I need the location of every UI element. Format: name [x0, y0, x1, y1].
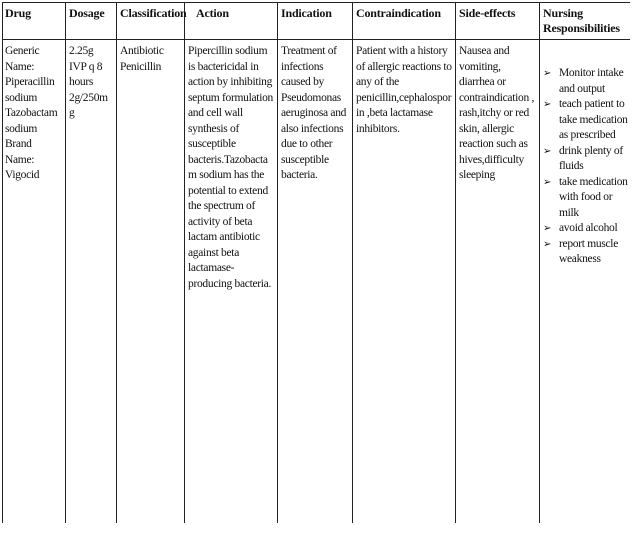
- header-classification: Classification: [120, 6, 187, 20]
- nursing-item: [543, 66, 629, 97]
- column-divider: [65, 2, 66, 523]
- header-indication: Indication: [281, 6, 332, 20]
- column-divider: [116, 2, 117, 523]
- nursing-item-text: Monitor intake and output: [559, 67, 624, 95]
- header-action: Action: [196, 6, 229, 20]
- nursing-item: [543, 175, 629, 222]
- column-divider: [539, 2, 540, 523]
- drug-study-table: [2, 2, 630, 523]
- nursing-item-text: avoid alcohol: [559, 222, 618, 234]
- cell-nursing-responsibilities: [543, 66, 629, 268]
- nursing-item-text: drink plenty of fluids: [559, 144, 623, 172]
- arrow-bullet-icon: ➢: [543, 238, 552, 250]
- cell-side-effects: Nausea and vomiting, diarrhea or contraindication , rash,itchy or red skin, allergic reaction such as hives,difficulty sleeping: [459, 45, 535, 181]
- column-divider: [2, 2, 3, 523]
- column-divider: [352, 2, 353, 523]
- cell-drug: Generic Name: Piperacillin sodium Tazobactam sodium Brand Name: Vigocid: [5, 45, 58, 181]
- arrow-bullet-icon: ➢: [543, 68, 552, 79]
- header-nursing-line1: Nursing: [543, 6, 583, 20]
- cell-action: Pipercillin sodium is bactericidal in action by inhibiting septum formulation and cell wall synthesis of susceptible bacteris.Tazobactam sodium has the potential to extend the spectrum of activity of beta lactam antibiotic against beta lactamase-producing bacteria.: [188, 45, 273, 290]
- header-side-effects: Side-effects: [459, 6, 516, 20]
- nursing-item: [543, 97, 629, 144]
- header-dosage: Dosage: [69, 6, 105, 20]
- nursing-item-text: take medication with food or milk: [559, 175, 628, 219]
- arrow-bullet-icon: ➢: [543, 145, 552, 157]
- header-bottom-border: [2, 39, 630, 40]
- nursing-responsibilities-list: [543, 66, 629, 268]
- column-divider: [455, 2, 456, 523]
- cell-contraindication: Patient with a history of allergic reactions to any of the penicillin,cephalosporin ,beta lactamase inhibitors.: [356, 45, 452, 135]
- arrow-bullet-icon: ➢: [543, 176, 552, 188]
- header-nursing-responsibilities: [543, 6, 620, 36]
- column-divider: [277, 2, 278, 523]
- cell-classification: Antibiotic Penicillin: [120, 45, 164, 73]
- header-nursing-line2: Responsibilities: [543, 21, 620, 35]
- nursing-item: [543, 237, 629, 268]
- column-divider: [184, 2, 185, 523]
- nursing-item-text: report muscle weakness: [559, 237, 619, 265]
- header-drug: Drug: [5, 6, 31, 20]
- table-top-border: [2, 2, 630, 3]
- cell-dosage: 2.25g IVP q 8 hours 2g/250mg: [69, 45, 108, 119]
- arrow-bullet-icon: ➢: [543, 223, 552, 234]
- cell-indication: Treatment of infections caused by Pseudomonas aeruginosa and also infections due to other susceptible bacteria.: [281, 45, 347, 181]
- arrow-bullet-icon: ➢: [543, 99, 552, 110]
- nursing-item-text: teach patient to take medication as prescribed: [559, 98, 628, 141]
- header-contraindication: Contraindication: [356, 6, 441, 20]
- nursing-item: [543, 221, 629, 237]
- nursing-item: [543, 144, 629, 175]
